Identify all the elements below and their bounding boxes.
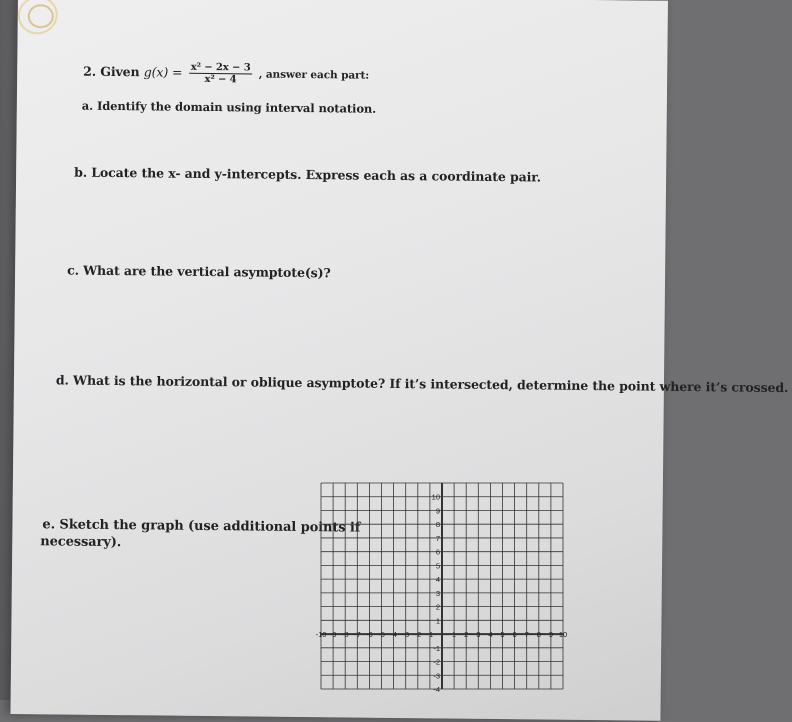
part-d: d. What is the horizontal or oblique asymptote? If it’s intersected, determine the point where it’s crossed.: [55, 372, 789, 396]
x-tick-label: 7: [524, 630, 529, 640]
x-tick-label: -2: [414, 630, 422, 640]
x-tick-label: 3: [476, 630, 481, 640]
q2-prefix: 2. Given: [83, 63, 140, 80]
part-c: c. What are the vertical asymptote(s)?: [67, 262, 331, 281]
q2-function-name: g(x) =: [143, 64, 183, 80]
x-tick-label: 4: [488, 630, 493, 640]
x-tick-label: -10: [315, 630, 327, 640]
q2-fraction: [189, 62, 253, 86]
x-tick-label: -3: [402, 630, 410, 640]
x-tick-label: 5: [500, 630, 505, 640]
x-tick-label: -6: [366, 630, 373, 640]
x-tick-label: 2: [464, 630, 469, 640]
part-e-line1: e. Sketch the graph (use additional points if: [42, 517, 361, 536]
x-tick-label: -5: [378, 630, 385, 640]
q2-suffix: , answer each part:: [258, 68, 370, 82]
x-tick-label: 9: [548, 630, 553, 640]
y-tick-label: -4: [433, 685, 440, 694]
y-tick-label: 6: [435, 547, 440, 557]
y-tick-label: -2: [433, 657, 440, 667]
grid-svg: [305, 483, 568, 694]
y-tick-label: 9: [435, 506, 440, 516]
x-tick-label: 6: [512, 630, 517, 640]
x-tick-label: -9: [329, 630, 337, 640]
y-tick-label: 1: [435, 616, 440, 626]
y-tick-label: 5: [435, 561, 440, 571]
x-tick-label: -4: [390, 630, 397, 640]
q2-numerator: x² − 2x − 3: [189, 62, 253, 75]
x-tick-label: -8: [341, 630, 349, 640]
paper-clip-inner: [28, 4, 54, 28]
x-tick-label: 8: [536, 630, 541, 640]
question-2: [83, 61, 369, 87]
y-tick-label: -3: [433, 671, 440, 681]
coordinate-grid[interactable]: [305, 483, 568, 694]
x-tick-label: -1: [426, 630, 434, 640]
part-e-line2: necessary).: [40, 534, 122, 551]
y-tick-label: 7: [435, 533, 440, 543]
x-tick-label: -7: [353, 630, 361, 640]
x-tick-label: 10: [558, 630, 568, 640]
part-a: a. Identify the domain using interval notation.: [81, 98, 377, 116]
y-tick-label: 3: [435, 588, 440, 598]
x-tick-label: 1: [452, 630, 457, 640]
y-tick-label: -1: [433, 643, 440, 653]
y-tick-label: 8: [435, 520, 440, 530]
y-tick-label: 4: [435, 575, 440, 585]
y-tick-label: 10: [431, 492, 440, 502]
part-b: b. Locate the x- and y-intercepts. Express each as a coordinate pair.: [74, 164, 542, 185]
q2-denominator: x² − 4: [204, 73, 237, 86]
y-tick-label: 2: [435, 602, 440, 612]
